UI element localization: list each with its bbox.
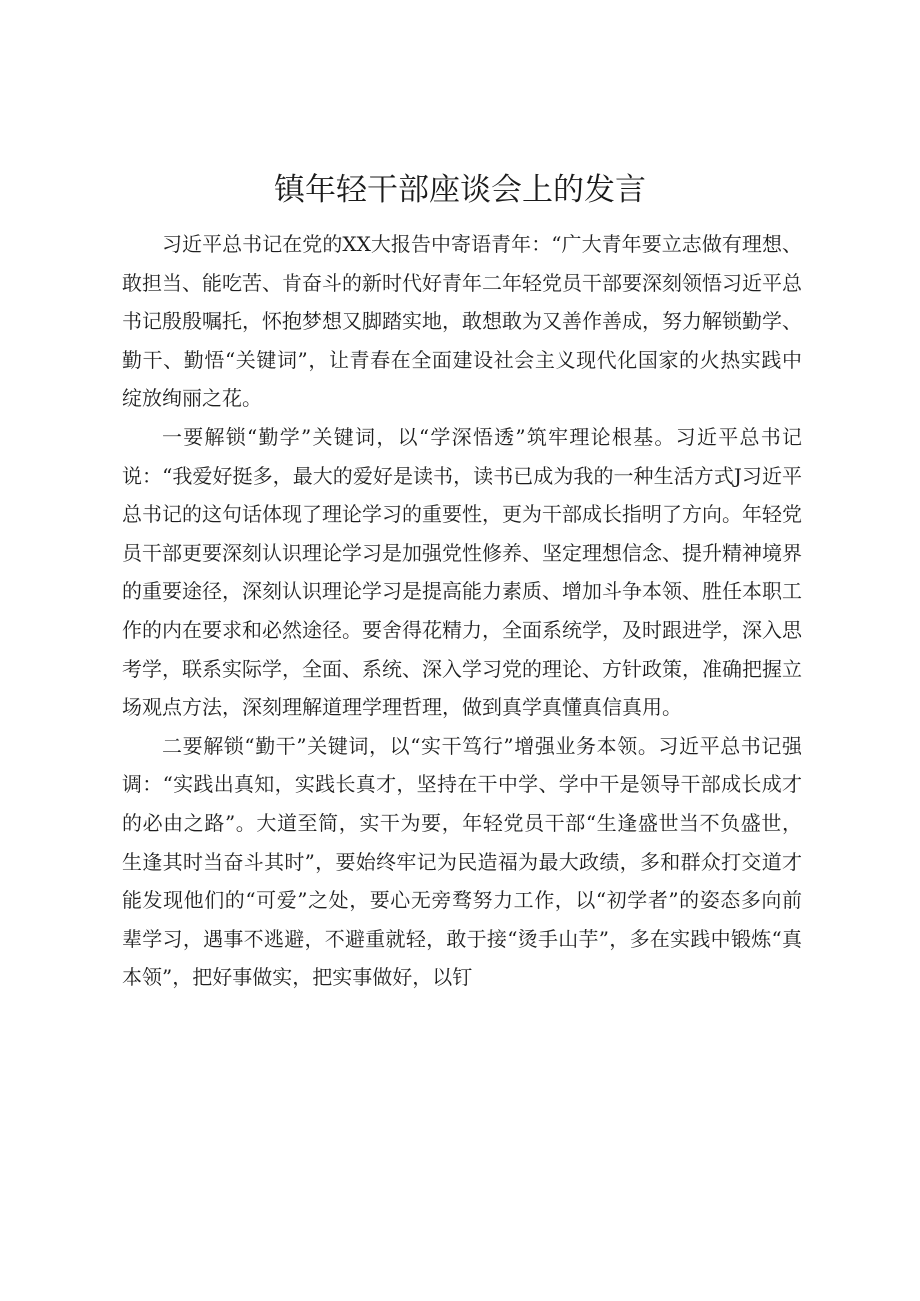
document-body [122,225,802,997]
paragraph-work: 二要解锁“勤干”关键词，以“实干笃行”增强业务本领。习近平总书记强调：“实践出真知，实践长真才，坚持在干中学、学中干是领导干部成长成才的必由之路”。大道至简，实干为要，年轻党员干部“生逢盛世当不负盛世，生逢其时当奋斗其时”，要始终牢记为民造福为最大政绩，多和群众打交道才能发现他们的“可爱”之处，要心无旁骛努力工作，以“初学者”的姿态多向前辈学习，遇事不逃避，不避重就轻，敢于接“烫手山芋”，多在实践中锻炼“真本领”，把好事做实，把实事做好，以钉 [122,733,802,990]
document-title: 镇年轻干部座谈会上的发言 [274,172,646,208]
paragraph-intro: 习近平总书记在党的XX大报告中寄语青年：“广大青年要立志做有理想、敢担当、能吃苦、肯奋斗的新时代好青年二年轻党员干部要深刻领悟习近平总书记殷殷嘱托，怀抱梦想又脚踏实地，敢想敢为又善作善成，努力解锁勤学、勤干、勤悟“关键词”，让青春在全面建设社会主义现代化国家的火热实践中绽放绚丽之花。 [122,232,802,411]
paragraph-study: 一要解锁“勤学”关键词，以“学深悟透”筑牢理论根基。习近平总书记说：“我爱好挺多，最大的爱好是读书，读书已成为我的一种生活方式J习近平总书记的这句话体现了理论学习的重要性，更为干部成长指明了方向。年轻党员干部更要深刻认识理论学习是加强党性修养、坚定理想信念、提升精神境界的重要途径，深刻认识理论学习是提高能力素质、增加斗争本领、胜任本职工作的内在要求和必然途径。要舍得花精力，全面系统学，及时跟进学，深入思考学，联系实际学，全面、系统、深入学习党的理论、方针政策，准确把握立场观点方法，深刻理解道理学理哲理，做到真学真懂真信真用。 [122,424,802,720]
